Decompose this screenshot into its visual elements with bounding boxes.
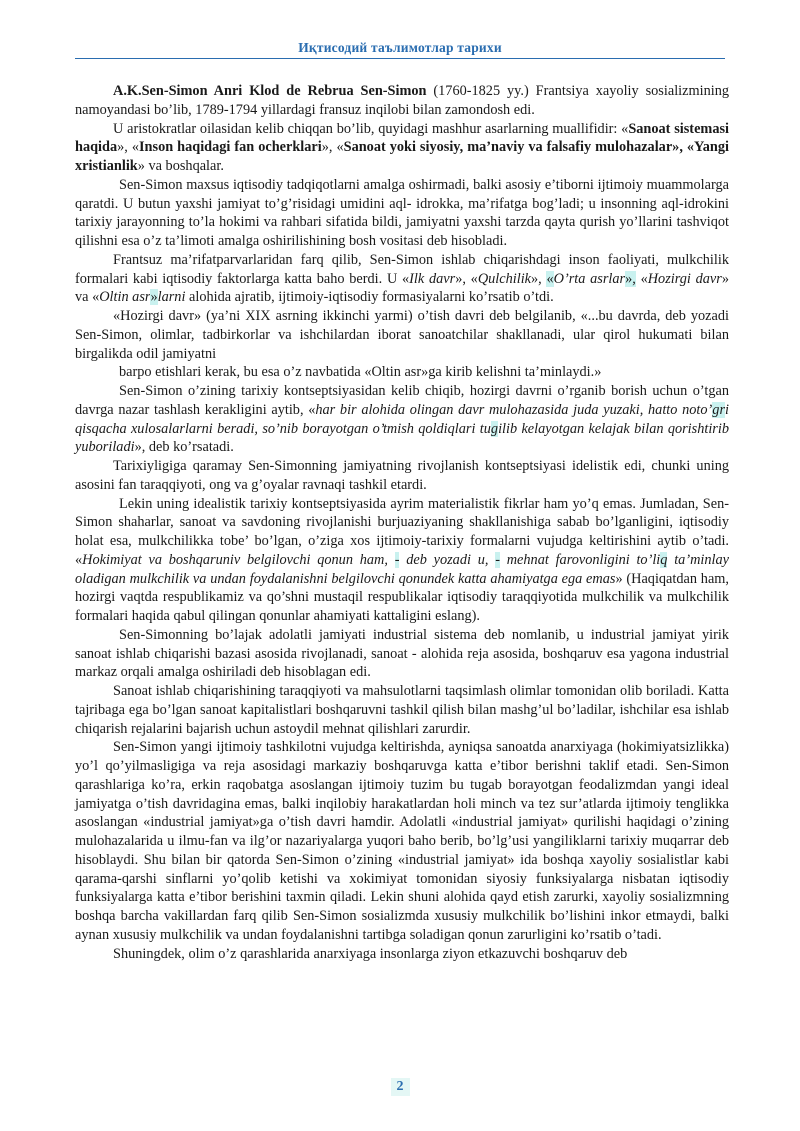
highlight-text-run: « (546, 270, 554, 287)
italic-text-run: mehnat farovonligini to’li (499, 551, 661, 568)
highlight-text-run: », (625, 270, 636, 287)
text-run: » va boshqalar. (137, 158, 224, 174)
body-text (75, 82, 729, 963)
italic-text-run: O’rta asrlar (553, 270, 626, 287)
text-run: », « (455, 270, 478, 287)
paragraph (75, 120, 729, 176)
text-run: » va « (75, 270, 729, 306)
italic-text-run: har bir alohida olingan davr mulohazasida juda yuzaki, hatto noto’ (315, 401, 713, 418)
page-number: 2 (391, 1078, 410, 1096)
italic-highlight-text-run: gr (712, 401, 726, 418)
text-run: » (Haqiqatdan ham, hozirgi vaqtda respublikamiz va qo’shni mustaqil respublikalar iqtisodiy taraqqiyotida mulkchilik va mulkchilik formalari haqida qabul qilingan qonunlar ahamiyati kattaligini eslang). (75, 570, 729, 624)
italic-text-run: Hokimiyat va boshqaruniv belgilovchi qonun ham, (82, 551, 395, 568)
text-run: Sen-Simon maxsus iqtisodiy tadqiqotlarni amalga oshirmadi, balki asosiy e’tiborni ijtimoiy muammolarga qaratdi. U butun yaxshi jamiyat to’g’risidagi umidini aql- idrokka, ma’rifatga bog’ladi; u insonning aql-idrokini tarixiy jarayonning to’la hokimi va rahbari sifatida bildi, jamiyatni yaxshi tarzda qayta qurish yo’llarini tashviqot qilishni esa o’z ta’limoti amalga oshirilishining bosh vositasi deb hisobladi. (75, 176, 729, 249)
paragraph (75, 82, 729, 120)
running-header-title: Иқтисодий таълимотлар тарихи (298, 40, 502, 55)
text-run: Shuningdek, olim o’z qarashlarida anarxiyaga insonlarga ziyon etkazuvchi boshqaruv deb (113, 945, 628, 962)
text-run: U aristokratlar oilasidan kelib chiqqan bo’lib, quyidagi mashhur asarlarning muallifidir: « (113, 120, 629, 137)
bold-text-run: A.K.Sen-Simon Anri Klod de Rebrua Sen-Simon (113, 83, 427, 99)
paragraph (75, 251, 729, 307)
italic-highlight-text-run: - (394, 551, 400, 568)
text-run: «Hozirgi davr» (ya’ni XIX asrning ikkinchi yarmi) o’tish davri deb belgilanib, «...bu davrda, deb yozadi Sen-Simon, olimlar, tadbirkorlar va ishchilardan iborat sanoatchilar shakllanadi, ular qirol hukumati bilan birgalikda odil jamiyatni (75, 308, 729, 362)
text-run: « (635, 270, 648, 287)
paragraph (75, 176, 729, 251)
italic-highlight-text-run: - (495, 551, 500, 568)
text-run: (1760-1825 yy.) Frantsiya xayoliy sosializmining namoyandasi bo’lib, 1789-1794 yillardagi fransuz inqilobi bilan zamondosh edi. (75, 83, 729, 118)
paragraph (75, 682, 729, 738)
highlight-text-run: » (150, 289, 158, 306)
text-run: », « (321, 139, 344, 156)
italic-text-run: Hozirgi davr (647, 270, 722, 287)
paragraph (75, 945, 729, 964)
footer (0, 1077, 800, 1096)
text-run: Tarixiyligiga qaramay Sen-Simonning jamiyatning rivojlanish kontseptsiyasi idelistik edi, chunki uning asosini fan taraqqiyoti, ong va g’oyalar ravnaqi tashkil etardi. (75, 458, 729, 493)
text-run: Sen-Simon o’zining tarixiy kontseptsiyasidan kelib chiqib, hozirgi davrni o’rganib borish uchun o’tgan davrga nazar tashlash kerakligini aytib, « (75, 383, 729, 418)
bold-text-run: Inson haqidagi fan ocherklari (138, 139, 322, 156)
italic-highlight-text-run: g (490, 420, 499, 437)
paragraph (75, 738, 729, 944)
paragraph (75, 626, 729, 682)
italic-text-run: larni (157, 289, 186, 306)
paragraph (75, 495, 729, 626)
paragraph (75, 457, 729, 495)
text-run: », (531, 270, 547, 287)
bold-text-run: Sanoat yoki siyosiy, ma’naviy va falsafiy mulohazalar», «Yangi xristianlik (75, 139, 729, 174)
text-run: Frantsuz ma’rifatparvarlaridan farq qilib, Sen-Simon ishlab chiqarishdagi inson faoliyati, mulkchilik formalari kabi iqtisodiy faktorlarga katta baho berdi. U « (75, 251, 729, 287)
text-run: barpo etishlari kerak, bu esa o’z navbatida «Oltin asr»ga kirib kelishni ta’minlaydi.» (119, 364, 602, 381)
text-run: alohida ajratib, ijtimoiy-iqtisodiy formasiyalarni ko’rsatib o’tdi. (185, 289, 554, 306)
italic-text-run: ilib kelayotgan kelajak bilan qorishtirib yuboriladi (75, 420, 729, 456)
italic-text-run: i qisqacha xulosalarlarni beradi, so’nib borayotgan o’tmish qoldiqlari tu (75, 401, 729, 437)
header-rule (75, 58, 725, 59)
text-run: Lekin uning idealistik tarixiy kontseptsiyasida ayrim materialistik fikrlar ham yo’q emas. Jumladan, Sen-Simon shaharlar, sanoat va savdoning rivojlanishi burjuaziyaning shakllanishiga sabab bo’lganligini, iqtisodiy holat esa, mulkchilikka tobe’ bo’lgan, o’ziga xos ijtimoiy-tarixiy formalarni vujudga keltirishini aytib o’tadi. « (75, 495, 729, 568)
italic-text-run: Ilk davr (409, 270, 456, 287)
paragraph (75, 363, 729, 382)
italic-text-run: Oltin asr (99, 289, 151, 306)
italic-text-run: ta’minlay oladigan mulkchilik va undan foydalanishni belgilovchi qonundek katta ahamiyatga ega emas (75, 551, 730, 587)
paragraph (75, 307, 729, 363)
text-run: », deb ko’rsatadi. (134, 439, 234, 456)
italic-text-run: deb yozadi u, (399, 551, 496, 568)
text-run: Sanoat ishlab chiqarishining taraqqiyoti va mahsulotlarni taqsimlash olimlar tomonidan olib boriladi. Katta tajribaga ega bo’lgan sanoat kapitalistlari boshqaruvni tashkil qilish bilan mashg’ul bo’ladilar, ishchilar esa ishlab chiqarish rejalarini bajarish uchun astoydil mehnat qilishlari zarurdir. (75, 683, 729, 737)
text-run: Sen-Simon yangi ijtimoiy tashkilotni vujudga keltirishda, ayniqsa sanoatda anarxiyaga (hokimiyatsizlikka) yo’l qo’yilmasligiga va reja asosidagi markaziy boshqaruvga katta e’tibor berishni taklif etadi. Sen-Simon qarashlariga ko’ra, erkin raqobatga asoslangan ijtimoiy tuzim bu tugab borayotgan feodalizmdan yangi ideal jamiyatga o’tish davridagina emas, balki inqilobiy harakatlardan holi minch va tez sur’atlarda ijtimoiy tenglikka asoslangan «industrial jamiyat»ga o’tish davri hamdir. Adolatli «industrial jamiyat» qurilishi haqidagi o’zining mulohazalarida u ilmu-fan va ilg’or nazariyalarga yuqori baho berib, bo’lg’usi yangiliklarni tarixiy muqarrar deb hisoblaydi. Shu bilan bir qatorda Sen-Simon o’zining «industrial jamiyat» ida boshqa xayoliy sosialistlar kabi qarama-qarshi sinflarni yo’qolib ketishi va xokimiyat tomonidan siyosiy funksiyalarga nisbatan iqtisodiy funksiyalarga katta e’tibor berishini taxmin qiladi. Lekin shuni alohida qayd etish zarurki, xayoliy sosializmning boshqa barcha vakillardan farq qilib Sen-Simon sosializmda xususiy mulkchilik bo’lishini inkor etmaydi, balki aynan xususiy mulkchilik va undan foydalanishni tartibga soladigan qonun zarurligini ko’rsatib o’tadi. (75, 739, 729, 943)
bold-text-run: Sanoat sistemasi haqida (75, 120, 730, 156)
italic-text-run: Qulchilik (477, 270, 532, 287)
italic-highlight-text-run: q (660, 551, 668, 568)
paragraph (75, 382, 729, 457)
text-run: », « (117, 139, 139, 156)
text-run: Sen-Simonning bo’lajak adolatli jamiyati industrial sistema deb nomlanib, u industrial jamiyat yirik sanoat ishlab chiqarishi bazasi asosida rivojlanadi, sanoat - alohida reja asosida, boshqaruv esa yagona industrial markaz orqali amalga oshiriladi deb hisoblagan edi. (75, 626, 729, 681)
